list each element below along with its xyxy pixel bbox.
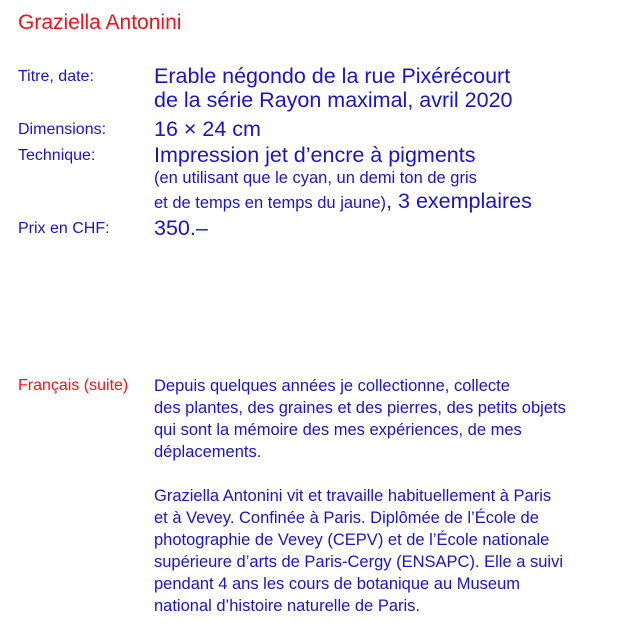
title-line-1: Erable négondo de la rue Pixérécourt: [154, 64, 511, 88]
p1-line-2: des plantes, des graines et des pierres, des petits objets: [154, 399, 566, 417]
dimensions-value-wrap: [154, 117, 624, 141]
p2-line-6: national d’histoire naturelle de Paris.: [154, 597, 420, 615]
price-value: 350.–: [154, 216, 208, 240]
dimensions-label: Dimensions:: [18, 121, 107, 138]
technique-label: Technique:: [18, 147, 96, 164]
p2-line-3: photographie de Vevey (CEPV) et de l’École nationale: [154, 531, 550, 549]
technique-note-1: (en utilisant que le cyan, un demi ton de gris: [154, 169, 477, 187]
title-date-label: Titre, date:: [18, 68, 94, 85]
title-date-value: [154, 64, 624, 112]
section-label: Français (suite): [18, 377, 129, 394]
technique-value: Impression jet d’encre à pigments: [154, 143, 476, 167]
p2-line-1: Graziella Antonini vit et travaille habituellement à Paris: [154, 487, 552, 505]
p2-line-2: et à Vevey. Confinée à Paris. Diplômée de l’École de: [154, 509, 539, 527]
technique-note-2: et de temps en temps du jaune): [154, 194, 387, 212]
p1-line-1: Depuis quelques années je collectionne, collecte: [154, 377, 510, 395]
section-body: [154, 375, 624, 617]
p2-line-5: pendant 4 ans les cours de botanique au Museum: [154, 575, 520, 593]
technique-note-2-wrap: [154, 189, 624, 215]
paragraph-2: [154, 485, 624, 617]
dimensions-value: 16 × 24 cm: [154, 117, 261, 141]
title-line-2: de la série Rayon maximal, avril 2020: [154, 88, 513, 112]
p2-line-4: supérieure d’arts de Paris-Cergy (ENSAPC). Elle a suivi: [154, 553, 563, 571]
paragraph-1: [154, 375, 624, 463]
artist-name: Graziella Antonini: [18, 11, 182, 34]
technique-edition: , 3 exemplaires: [386, 189, 532, 213]
p1-line-3: qui sont la mémoire des mes expériences, de mes: [154, 421, 522, 439]
price-label: Prix en CHF:: [18, 220, 110, 237]
technique-value-wrap: [154, 143, 624, 215]
p1-line-4: déplacements.: [154, 443, 262, 461]
price-value-wrap: [154, 216, 624, 240]
